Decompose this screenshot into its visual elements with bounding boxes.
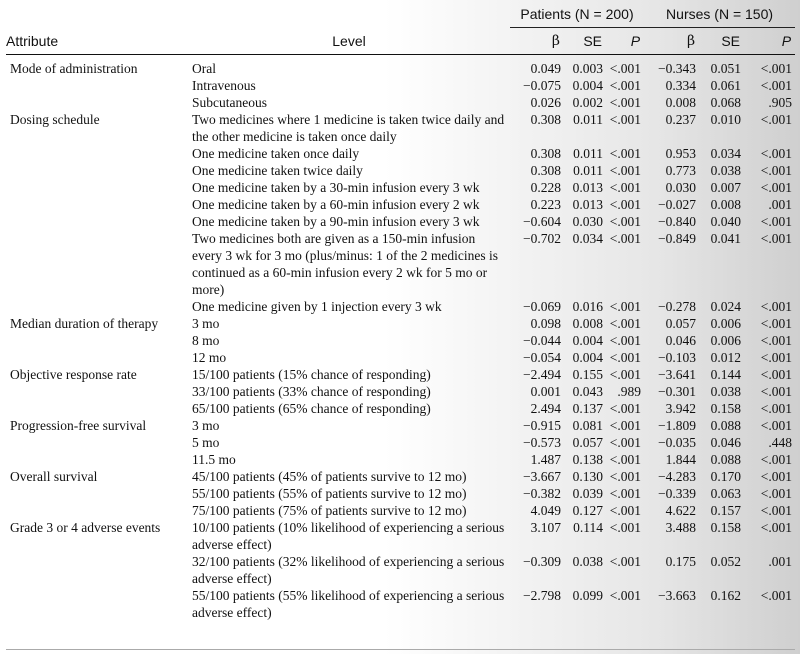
- level-cell: 3 mo: [192, 418, 220, 433]
- attribute-cell: [6, 94, 188, 111]
- attribute-cell: [6, 451, 188, 468]
- patients-p-cell: <.001: [609, 367, 642, 382]
- nurses-se-cell: 0.157: [710, 503, 742, 518]
- nurses-p-cell: .448: [768, 435, 793, 450]
- attribute-cell: [6, 502, 188, 519]
- patients-se-cell: 0.138: [572, 452, 603, 467]
- attribute-cell: [6, 196, 188, 213]
- patients-p-cell: <.001: [609, 503, 642, 518]
- patients-se-cell: 0.038: [572, 554, 603, 569]
- table-row: [6, 349, 795, 366]
- table-row: [6, 485, 795, 502]
- nurses-se-cell: 0.144: [710, 367, 742, 382]
- patients-p-cell: .989: [617, 384, 642, 399]
- level-cell: Subcutaneous: [192, 95, 267, 110]
- attribute-cell: [6, 145, 188, 162]
- patients-beta-cell: 0.308: [530, 146, 561, 161]
- table-row: [6, 519, 795, 553]
- level-cell: Two medicines both are given as a 150-min infusion every 3 wk for 3 mo (plus/minus: 1 of the 2 medicines is continued as a 60-min infusion every 2 wk for 5 mo or more): [192, 231, 498, 297]
- patients-se-cell: 0.004: [572, 78, 603, 93]
- table-row: [6, 162, 795, 179]
- table-row: [6, 145, 795, 162]
- results-table: [6, 2, 795, 621]
- nurses-p-header: P: [744, 28, 795, 55]
- nurses-p-cell: <.001: [760, 146, 793, 161]
- nurses-se-cell: 0.158: [710, 520, 742, 535]
- nurses-beta-cell: −0.840: [658, 214, 697, 229]
- nurses-beta-cell: −0.343: [658, 61, 697, 76]
- attribute-cell: Dosing schedule: [10, 112, 100, 127]
- patients-se-cell: 0.013: [572, 197, 603, 212]
- nurses-p-cell: <.001: [760, 78, 793, 93]
- level-cell: 8 mo: [192, 333, 220, 348]
- patients-beta-cell: 0.049: [530, 61, 561, 76]
- group-header-row: [6, 2, 795, 28]
- nurses-se-cell: 0.088: [710, 452, 742, 467]
- table-row: [6, 417, 795, 434]
- nurses-beta-cell: 0.237: [665, 112, 697, 127]
- nurses-p-cell: <.001: [760, 418, 793, 433]
- nurses-beta-cell: 0.008: [665, 95, 697, 110]
- patients-p-cell: <.001: [609, 146, 642, 161]
- nurses-beta-cell: −0.339: [658, 486, 697, 501]
- patients-beta-cell: −0.069: [523, 299, 561, 314]
- patients-p-cell: <.001: [609, 333, 642, 348]
- nurses-se-cell: 0.006: [710, 316, 742, 331]
- patients-se-cell: 0.034: [572, 231, 603, 246]
- table-row: [6, 298, 795, 315]
- table-row: [6, 315, 795, 332]
- nurses-beta-cell: 3.488: [665, 520, 697, 535]
- attribute-cell: Mode of administration: [10, 61, 138, 76]
- nurses-beta-cell: −0.035: [658, 435, 697, 450]
- nurses-se-cell: 0.038: [710, 384, 742, 399]
- nurses-beta-cell: −0.027: [658, 197, 697, 212]
- level-cell: 10/100 patients (10% likelihood of experiencing a serious adverse effect): [192, 520, 505, 552]
- nurses-se-cell: 0.010: [710, 112, 742, 127]
- level-cell: 55/100 patients (55% of patients survive to 12 mo): [192, 486, 467, 501]
- nurses-p-cell: <.001: [760, 163, 793, 178]
- patients-se-cell: 0.081: [572, 418, 603, 433]
- nurses-beta-cell: −3.663: [658, 588, 697, 603]
- nurses-se-cell: 0.052: [710, 554, 742, 569]
- level-cell: One medicine taken once daily: [192, 146, 360, 161]
- nurses-se-cell: 0.046: [710, 435, 742, 450]
- nurses-beta-cell: 1.844: [665, 452, 697, 467]
- nurses-se-cell: 0.040: [710, 214, 742, 229]
- nurses-p-cell: .905: [768, 95, 793, 110]
- patients-se-cell: 0.003: [572, 61, 603, 76]
- level-cell: 33/100 patients (33% chance of responding): [192, 384, 431, 399]
- nurses-se-cell: 0.008: [710, 197, 742, 212]
- patients-beta-cell: 0.308: [530, 112, 561, 127]
- patients-beta-cell: 0.308: [530, 163, 561, 178]
- table-row: [6, 553, 795, 587]
- nurses-se-cell: 0.061: [710, 78, 742, 93]
- patients-p-cell: <.001: [609, 435, 642, 450]
- attribute-cell: [6, 383, 188, 400]
- patients-p-cell: <.001: [609, 316, 642, 331]
- table-row: [6, 434, 795, 451]
- patients-se-cell: 0.130: [572, 469, 603, 484]
- table-row: [6, 400, 795, 417]
- patients-beta-cell: −0.309: [523, 554, 561, 569]
- patients-se-cell: 0.039: [572, 486, 603, 501]
- attribute-cell: Progression-free survival: [10, 418, 147, 433]
- table-row: [6, 366, 795, 383]
- attribute-cell: [6, 400, 188, 417]
- nurses-se-cell: 0.158: [710, 401, 742, 416]
- nurses-se-cell: 0.024: [710, 299, 742, 314]
- patients-beta-cell: −0.915: [523, 418, 561, 433]
- nurses-beta-cell: 0.057: [665, 316, 697, 331]
- nurses-p-cell: <.001: [760, 61, 793, 76]
- patients-p-cell: <.001: [609, 95, 642, 110]
- attribute-cell: [6, 298, 188, 315]
- patients-beta-cell: 3.107: [530, 520, 561, 535]
- patients-beta-cell: −0.702: [523, 231, 561, 246]
- table-row: [6, 94, 795, 111]
- patients-p-cell: <.001: [609, 520, 642, 535]
- nurses-p-cell: <.001: [760, 469, 793, 484]
- patients-se-cell: 0.043: [572, 384, 603, 399]
- level-cell: 5 mo: [192, 435, 220, 450]
- nurses-se-cell: 0.041: [710, 231, 742, 246]
- nurses-beta-cell: 0.773: [665, 163, 697, 178]
- patients-p-cell: <.001: [609, 78, 642, 93]
- nurses-p-cell: <.001: [760, 299, 793, 314]
- patients-p-cell: <.001: [609, 61, 642, 76]
- nurses-p-cell: <.001: [760, 520, 793, 535]
- nurses-beta-cell: 0.334: [665, 78, 697, 93]
- nurses-beta-cell: 0.175: [665, 554, 697, 569]
- patients-beta-header: β: [510, 28, 564, 55]
- nurses-se-cell: 0.051: [710, 61, 742, 76]
- level-cell: One medicine given by 1 injection every 3 wk: [192, 299, 442, 314]
- nurses-p-cell: .001: [768, 554, 793, 569]
- nurses-se-cell: 0.162: [710, 588, 742, 603]
- patients-p-cell: <.001: [609, 486, 642, 501]
- level-cell: One medicine taken by a 90-min infusion every 3 wk: [192, 214, 480, 229]
- attribute-cell: [6, 230, 188, 298]
- table-row: [6, 55, 795, 78]
- level-cell: One medicine taken twice daily: [192, 163, 363, 178]
- level-cell: 45/100 patients (45% of patients survive to 12 mo): [192, 469, 467, 484]
- patients-p-cell: <.001: [609, 418, 642, 433]
- patients-beta-cell: −2.798: [523, 588, 561, 603]
- patients-p-cell: <.001: [609, 469, 642, 484]
- bottom-rule: [6, 649, 795, 650]
- table-body: [6, 55, 795, 622]
- table-row: [6, 213, 795, 230]
- attribute-cell: [6, 332, 188, 349]
- attribute-cell: [6, 179, 188, 196]
- patients-p-cell: <.001: [609, 554, 642, 569]
- nurses-p-cell: <.001: [760, 367, 793, 382]
- patients-beta-cell: 0.098: [530, 316, 561, 331]
- level-cell: 15/100 patients (15% chance of responding): [192, 367, 431, 382]
- patients-p-cell: <.001: [609, 350, 642, 365]
- table-row: [6, 332, 795, 349]
- patients-se-cell: 0.155: [572, 367, 603, 382]
- nurses-p-cell: <.001: [760, 486, 793, 501]
- attribute-cell: [6, 553, 188, 587]
- nurses-beta-cell: 0.030: [665, 180, 697, 195]
- patients-beta-cell: −0.573: [523, 435, 561, 450]
- nurses-p-cell: <.001: [760, 384, 793, 399]
- nurses-beta-cell: 4.622: [665, 503, 697, 518]
- table-row: [6, 77, 795, 94]
- nurses-se-cell: 0.034: [710, 146, 742, 161]
- nurses-se-header: SE: [699, 28, 744, 55]
- nurses-p-cell: <.001: [760, 231, 793, 246]
- nurses-se-cell: 0.068: [710, 95, 742, 110]
- attribute-cell: [6, 434, 188, 451]
- nurses-se-cell: 0.038: [710, 163, 742, 178]
- patients-se-cell: 0.002: [572, 95, 603, 110]
- nurses-beta-cell: 3.942: [665, 401, 697, 416]
- attribute-cell: [6, 213, 188, 230]
- table-row: [6, 451, 795, 468]
- attribute-cell: [6, 349, 188, 366]
- patients-p-header: P: [606, 28, 644, 55]
- patients-p-cell: <.001: [609, 197, 642, 212]
- nurses-beta-cell: −0.278: [658, 299, 697, 314]
- nurses-p-cell: .001: [768, 197, 793, 212]
- patients-se-cell: 0.008: [572, 316, 603, 331]
- nurses-beta-cell: −0.849: [658, 231, 697, 246]
- nurses-p-cell: <.001: [760, 333, 793, 348]
- patients-beta-cell: 2.494: [530, 401, 561, 416]
- level-cell: 65/100 patients (65% chance of responding): [192, 401, 431, 416]
- nurses-group-header: Nurses (N = 150): [644, 2, 795, 28]
- patients-p-cell: <.001: [609, 299, 642, 314]
- level-cell: 32/100 patients (32% likelihood of experiencing a serious adverse effect): [192, 554, 505, 586]
- level-cell: One medicine taken by a 60-min infusion every 2 wk: [192, 197, 480, 212]
- attribute-cell: [6, 77, 188, 94]
- patients-se-cell: 0.127: [572, 503, 603, 518]
- nurses-p-cell: <.001: [760, 112, 793, 127]
- level-cell: Oral: [192, 61, 216, 76]
- nurses-se-cell: 0.006: [710, 333, 742, 348]
- level-cell: Two medicines where 1 medicine is taken twice daily and the other medicine is taken once daily: [192, 112, 505, 144]
- nurses-beta-header: β: [644, 28, 699, 55]
- patients-se-cell: 0.016: [572, 299, 603, 314]
- nurses-beta-cell: −0.301: [658, 384, 697, 399]
- patients-se-header: SE: [564, 28, 606, 55]
- level-cell: One medicine taken by a 30-min infusion every 3 wk: [192, 180, 480, 195]
- patients-se-cell: 0.011: [573, 163, 603, 178]
- patients-beta-cell: −0.075: [523, 78, 561, 93]
- patients-se-cell: 0.004: [572, 350, 603, 365]
- patients-se-cell: 0.004: [572, 333, 603, 348]
- patients-p-cell: <.001: [609, 163, 642, 178]
- patients-se-cell: 0.099: [572, 588, 603, 603]
- nurses-p-cell: <.001: [760, 452, 793, 467]
- nurses-se-cell: 0.088: [710, 418, 742, 433]
- nurses-p-cell: <.001: [760, 401, 793, 416]
- patients-se-cell: 0.011: [573, 146, 603, 161]
- attribute-header: Attribute: [6, 28, 188, 55]
- patients-beta-cell: 0.026: [530, 95, 561, 110]
- level-cell: 3 mo: [192, 316, 220, 331]
- patients-beta-cell: 0.228: [530, 180, 561, 195]
- nurses-beta-cell: −4.283: [658, 469, 697, 484]
- patients-se-cell: 0.013: [572, 180, 603, 195]
- column-header-row: [6, 28, 795, 55]
- nurses-beta-cell: −1.809: [658, 418, 697, 433]
- table-row: [6, 111, 795, 145]
- nurses-p-cell: <.001: [760, 503, 793, 518]
- attribute-cell: [6, 162, 188, 179]
- nurses-p-cell: <.001: [760, 214, 793, 229]
- patients-p-cell: <.001: [609, 214, 642, 229]
- attribute-cell: [6, 587, 188, 621]
- patients-p-cell: <.001: [609, 180, 642, 195]
- patients-p-cell: <.001: [609, 401, 642, 416]
- patients-beta-cell: −0.054: [523, 350, 561, 365]
- table-row: [6, 383, 795, 400]
- nurses-beta-cell: 0.046: [665, 333, 697, 348]
- nurses-se-cell: 0.170: [710, 469, 742, 484]
- level-cell: 11.5 mo: [192, 452, 236, 467]
- patients-beta-cell: −0.382: [523, 486, 561, 501]
- attribute-cell: Grade 3 or 4 adverse events: [10, 520, 161, 535]
- nurses-se-cell: 0.012: [710, 350, 742, 365]
- nurses-p-cell: <.001: [760, 350, 793, 365]
- table-row: [6, 587, 795, 621]
- patients-p-cell: <.001: [609, 588, 642, 603]
- level-cell: 75/100 patients (75% of patients survive to 12 mo): [192, 503, 467, 518]
- attribute-cell: [6, 485, 188, 502]
- level-cell: 55/100 patients (55% likelihood of experiencing a serious adverse effect): [192, 588, 505, 620]
- patients-beta-cell: −0.604: [523, 214, 561, 229]
- table-row: [6, 468, 795, 485]
- attribute-cell: Overall survival: [10, 469, 98, 484]
- nurses-se-cell: 0.007: [710, 180, 742, 195]
- patients-p-cell: <.001: [609, 231, 642, 246]
- patients-beta-cell: −0.044: [523, 333, 561, 348]
- patients-p-cell: <.001: [609, 452, 642, 467]
- nurses-beta-cell: −3.641: [658, 367, 697, 382]
- nurses-p-cell: <.001: [760, 588, 793, 603]
- patients-beta-cell: 0.223: [530, 197, 561, 212]
- table-row: [6, 196, 795, 213]
- nurses-p-cell: <.001: [760, 180, 793, 195]
- patients-beta-cell: 1.487: [530, 452, 561, 467]
- attribute-cell: Median duration of therapy: [10, 316, 159, 331]
- patients-beta-cell: −3.667: [523, 469, 561, 484]
- nurses-beta-cell: 0.953: [665, 146, 697, 161]
- level-header: Level: [188, 28, 510, 55]
- nurses-se-cell: 0.063: [710, 486, 742, 501]
- nurses-p-cell: <.001: [760, 316, 793, 331]
- level-cell: Intravenous: [192, 78, 256, 93]
- table-row: [6, 179, 795, 196]
- patients-beta-cell: −2.494: [523, 367, 561, 382]
- patients-se-cell: 0.057: [572, 435, 603, 450]
- patients-se-cell: 0.011: [573, 112, 603, 127]
- patients-beta-cell: 0.001: [530, 384, 561, 399]
- patients-group-header: Patients (N = 200): [510, 2, 644, 28]
- patients-p-cell: <.001: [609, 112, 642, 127]
- table-row: [6, 230, 795, 298]
- patients-se-cell: 0.137: [572, 401, 603, 416]
- attribute-cell: Objective response rate: [10, 367, 137, 382]
- nurses-beta-cell: −0.103: [658, 350, 697, 365]
- patients-se-cell: 0.030: [572, 214, 603, 229]
- patients-beta-cell: 4.049: [530, 503, 561, 518]
- level-cell: 12 mo: [192, 350, 227, 365]
- patients-se-cell: 0.114: [573, 520, 603, 535]
- table-row: [6, 502, 795, 519]
